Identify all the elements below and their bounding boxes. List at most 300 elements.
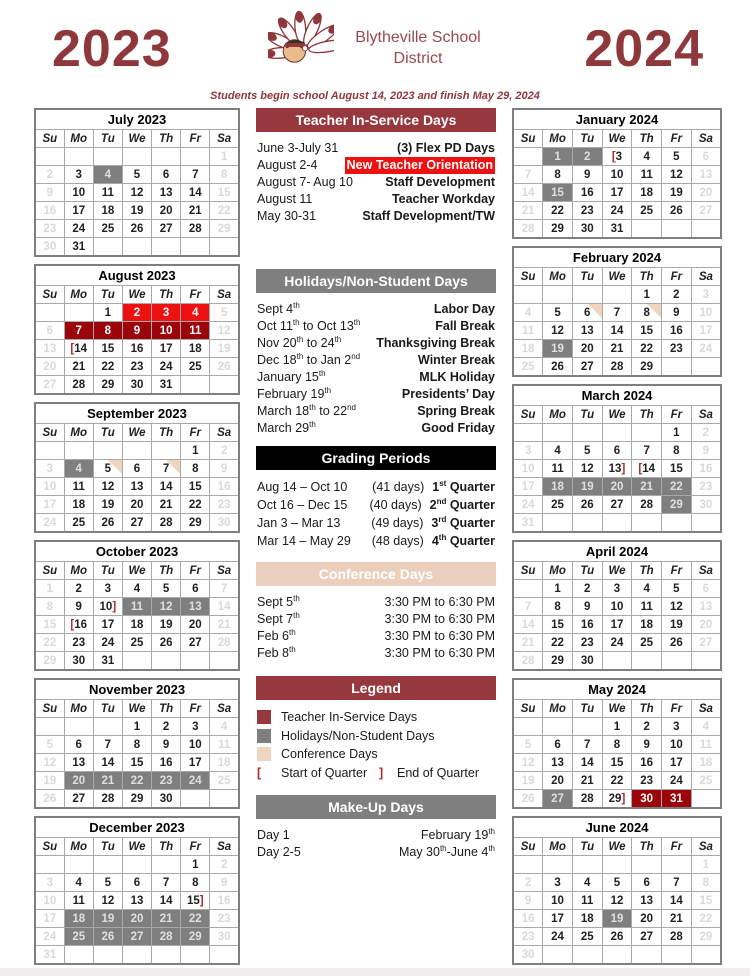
weekday-header: Fr [662, 562, 692, 580]
day-cell: 28 [64, 376, 93, 395]
page-header [0, 0, 750, 88]
month-title: December 2023 [35, 817, 239, 838]
day-cell: 24 [35, 514, 64, 533]
day-cell: 2 [64, 580, 93, 598]
weekday-header: Mo [543, 406, 573, 424]
empty-day-cell [662, 358, 692, 377]
day-cell: 17 [543, 910, 573, 928]
day-cell: 9 [210, 460, 239, 478]
empty-day-cell [632, 946, 662, 965]
day-cell: 15] [181, 892, 210, 910]
day-cell: 7 [210, 580, 239, 598]
day-cell: 8 [93, 322, 122, 340]
day-cell: 1 [35, 580, 64, 598]
day-cell: 26 [122, 220, 151, 238]
day-cell: 21 [513, 202, 543, 220]
day-cell: 29 [35, 652, 64, 671]
day-cell: 18 [122, 616, 151, 634]
grading-quarter: 3rd Quarter [431, 514, 495, 530]
inservice-rows [257, 140, 495, 225]
day-cell: 28 [662, 928, 692, 946]
empty-day-cell [602, 946, 632, 965]
day-cell: 9 [64, 598, 93, 616]
conference-section-header: Conference Days [256, 562, 496, 586]
day-cell: 29] [602, 790, 632, 809]
schedule-row [257, 844, 495, 861]
grading-days: (48 days) [371, 534, 424, 548]
day-cell: 2 [572, 580, 602, 598]
day-cell: 4 [632, 580, 662, 598]
day-cell: 4 [543, 442, 573, 460]
grading-row [257, 478, 495, 496]
day-cell: 13 [122, 478, 151, 496]
row-date: Sept 5th [257, 593, 300, 609]
empty-day-cell [602, 514, 632, 533]
schedule-row [257, 420, 495, 437]
day-cell: 5 [93, 460, 122, 478]
row-label: Good Friday [421, 421, 495, 435]
weekday-header: Tu [572, 838, 602, 856]
legend-section-header: Legend [256, 676, 496, 700]
row-label: 3:30 PM to 6:30 PM [384, 646, 495, 660]
day-cell: 13] [602, 460, 632, 478]
grading-row [257, 514, 495, 532]
day-cell: [3 [602, 148, 632, 166]
day-cell: 20 [691, 184, 721, 202]
day-cell: 9 [122, 322, 151, 340]
calendar-june-2024 [512, 816, 722, 965]
day-cell: 6 [181, 580, 210, 598]
day-cell: 18 [93, 202, 122, 220]
day-cell: 1 [602, 718, 632, 736]
day-cell: 25 [64, 928, 93, 946]
row-label: Staff Development/TW [362, 209, 495, 223]
district-name-line1: Blytheville School [355, 29, 481, 47]
empty-day-cell [35, 442, 64, 460]
row-label: (3) Flex PD Days [397, 141, 495, 155]
conference-corner-marker [647, 304, 661, 318]
month-title: August 2023 [35, 265, 239, 286]
day-cell: 14 [181, 184, 210, 202]
day-cell: 15 [122, 754, 151, 772]
day-cell: 10 [35, 478, 64, 496]
row-label: Presidents’ Day [401, 387, 495, 401]
legend-item [257, 708, 495, 727]
day-cell: 20 [35, 358, 64, 376]
school-dates-subtitle: Students begin school August 14, 2023 and finish May 29, 2024 [210, 90, 540, 102]
day-cell: 11 [543, 460, 573, 478]
conference-corner-marker [166, 460, 180, 474]
day-cell: 7 [181, 166, 210, 184]
grading-rows [257, 478, 495, 550]
day-cell: 18 [64, 496, 93, 514]
conference-corner-marker [588, 304, 602, 318]
day-cell: 20 [543, 772, 573, 790]
day-cell: 15 [35, 616, 64, 634]
day-cell: 9 [662, 304, 692, 322]
conference-corner-marker [108, 460, 122, 474]
day-cell: [14 [632, 460, 662, 478]
grading-section-header: Grading Periods [256, 446, 496, 470]
content-columns [0, 102, 750, 972]
weekday-header: Su [513, 130, 543, 148]
weekday-header: Sa [210, 562, 239, 580]
calendar-january-2024 [512, 108, 722, 239]
empty-day-cell [210, 376, 239, 395]
day-cell: 21 [632, 478, 662, 496]
day-cell: 16 [513, 910, 543, 928]
weekday-header: Su [35, 700, 64, 718]
day-cell: 6 [152, 166, 181, 184]
weekday-header: Sa [210, 700, 239, 718]
weekday-header: Mo [543, 268, 573, 286]
empty-day-cell [543, 424, 573, 442]
empty-day-cell [64, 856, 93, 874]
day-cell: 21 [602, 340, 632, 358]
weekday-header: We [122, 286, 151, 304]
day-cell: 8 [181, 874, 210, 892]
day-cell: 18 [632, 616, 662, 634]
conference-rows [257, 594, 495, 662]
day-cell: 5 [662, 580, 692, 598]
day-cell: 1 [691, 856, 721, 874]
day-cell: 10 [64, 184, 93, 202]
weekday-header: Fr [662, 838, 692, 856]
month-title: June 2024 [513, 817, 721, 838]
empty-day-cell [513, 856, 543, 874]
row-date: January 15th [257, 368, 326, 384]
day-cell: 21 [181, 202, 210, 220]
day-cell: 28 [572, 790, 602, 809]
calendar-november-2023 [34, 678, 240, 809]
day-cell: 16 [210, 478, 239, 496]
day-cell: 2 [152, 718, 181, 736]
legend-rows [257, 708, 495, 782]
day-cell: 12 [543, 322, 573, 340]
grading-quarter: 4th Quarter [431, 532, 495, 548]
day-cell: 2 [632, 718, 662, 736]
empty-day-cell [632, 220, 662, 239]
day-cell: 3 [64, 166, 93, 184]
day-cell: 21 [210, 616, 239, 634]
row-label: New Teacher Orientation [346, 158, 493, 172]
day-cell: 31 [602, 220, 632, 239]
weekday-header: Mo [64, 286, 93, 304]
day-cell: 24 [691, 340, 721, 358]
row-label: Fall Break [435, 319, 495, 333]
day-cell: 7 [602, 304, 632, 322]
day-cell: 26 [93, 514, 122, 533]
day-cell: 8 [210, 166, 239, 184]
day-cell: 9 [572, 166, 602, 184]
empty-day-cell [513, 580, 543, 598]
day-cell: 14 [152, 892, 181, 910]
day-cell: 21 [93, 772, 122, 790]
day-cell: [16 [64, 616, 93, 634]
day-cell: 24 [543, 928, 573, 946]
day-cell: 27 [602, 496, 632, 514]
empty-day-cell [122, 652, 151, 671]
makeup-rows [257, 827, 495, 861]
day-cell: 9 [210, 874, 239, 892]
row-date: June 3-July 31 [257, 141, 339, 155]
row-date: Oct 11th to Oct 13th [257, 317, 361, 333]
day-cell: 27 [35, 376, 64, 395]
day-cell: 16 [572, 616, 602, 634]
weekday-header: Tu [93, 838, 122, 856]
schedule-row [257, 140, 495, 157]
day-cell: 16 [210, 892, 239, 910]
day-cell: 11 [64, 892, 93, 910]
day-cell: 23 [572, 634, 602, 652]
day-cell: 12 [572, 460, 602, 478]
month-title: November 2023 [35, 679, 239, 700]
empty-day-cell [691, 652, 721, 671]
weekday-header: Mo [64, 838, 93, 856]
weekday-header: Mo [543, 838, 573, 856]
weekday-header: Tu [93, 424, 122, 442]
day-cell: 6 [632, 874, 662, 892]
grading-days: (49 days) [371, 516, 424, 530]
empty-day-cell [64, 946, 93, 965]
weekday-header: Fr [662, 700, 692, 718]
day-cell: 19 [662, 184, 692, 202]
day-cell: 12 [35, 754, 64, 772]
day-cell: 9 [35, 184, 64, 202]
day-cell: 13 [632, 892, 662, 910]
empty-day-cell [572, 286, 602, 304]
weekday-header: Mo [64, 700, 93, 718]
day-cell: 1 [210, 148, 239, 166]
weekday-header: Tu [93, 562, 122, 580]
schedule-row [257, 157, 495, 174]
day-cell: 25 [543, 496, 573, 514]
grading-row [257, 496, 495, 514]
day-cell: 10 [543, 892, 573, 910]
row-label: 3:30 PM to 6:30 PM [384, 612, 495, 626]
day-cell: 13 [181, 598, 210, 616]
weekday-header: Fr [662, 268, 692, 286]
weekday-header: Th [152, 838, 181, 856]
day-cell: 7 [152, 460, 181, 478]
day-cell: 22 [35, 634, 64, 652]
empty-day-cell [152, 946, 181, 965]
calendar-april-2024 [512, 540, 722, 671]
weekday-header: Mo [64, 562, 93, 580]
day-cell: 14 [513, 184, 543, 202]
day-cell: 2 [35, 166, 64, 184]
row-label: 3:30 PM to 6:30 PM [384, 629, 495, 643]
day-cell: 23 [210, 496, 239, 514]
day-cell: 27 [543, 790, 573, 809]
day-cell: 11 [210, 736, 239, 754]
day-cell: 6 [691, 148, 721, 166]
day-cell: 29 [662, 496, 692, 514]
day-cell: 12 [602, 892, 632, 910]
grading-days: (40 days) [369, 498, 422, 512]
row-date: March 29th [257, 419, 316, 435]
day-cell: 18 [513, 340, 543, 358]
day-cell: 29 [181, 514, 210, 533]
day-cell: 5 [122, 166, 151, 184]
day-cell: 8 [543, 166, 573, 184]
schedule-row [257, 628, 495, 645]
district-name [348, 28, 488, 70]
day-cell: 28 [93, 790, 122, 809]
day-cell: 7 [93, 736, 122, 754]
day-cell: 10 [152, 322, 181, 340]
row-date: August 2-4 [257, 158, 318, 172]
day-cell: 5 [602, 874, 632, 892]
day-cell: 12 [93, 478, 122, 496]
weekday-header: We [602, 562, 632, 580]
day-cell: 3 [662, 718, 692, 736]
day-cell: 2 [513, 874, 543, 892]
day-cell: 23 [35, 220, 64, 238]
day-cell: 13 [691, 598, 721, 616]
day-cell: 27 [691, 202, 721, 220]
day-cell: 4 [210, 718, 239, 736]
weekday-header: Mo [543, 130, 573, 148]
day-cell: 11 [572, 892, 602, 910]
day-cell: 17 [152, 340, 181, 358]
empty-day-cell [602, 652, 632, 671]
weekday-header: Tu [572, 562, 602, 580]
weekday-header: Tu [572, 406, 602, 424]
empty-day-cell [64, 718, 93, 736]
day-cell: 8 [122, 736, 151, 754]
weekday-header: Th [152, 424, 181, 442]
day-cell: 29 [691, 928, 721, 946]
day-cell: 12 [152, 598, 181, 616]
makeup-section-header: Make-Up Days [256, 795, 496, 819]
schedule-row [257, 594, 495, 611]
day-cell: 5 [35, 736, 64, 754]
weekday-header: Su [513, 838, 543, 856]
month-title: January 2024 [513, 109, 721, 130]
day-cell: 27 [122, 514, 151, 533]
day-cell: 4 [572, 874, 602, 892]
weekday-header: Fr [181, 562, 210, 580]
day-cell: 30 [572, 220, 602, 239]
empty-day-cell [602, 856, 632, 874]
day-cell: 5 [513, 736, 543, 754]
day-cell: 25 [572, 928, 602, 946]
row-date: Day 1 [257, 828, 290, 842]
day-cell: 30 [35, 238, 64, 257]
day-cell: 12 [210, 322, 239, 340]
day-cell: 29 [543, 652, 573, 671]
day-cell: 10] [93, 598, 122, 616]
weekday-header: Su [513, 562, 543, 580]
empty-day-cell [35, 718, 64, 736]
empty-day-cell [93, 238, 122, 257]
day-cell: 12 [662, 598, 692, 616]
weekday-header: Sa [691, 700, 721, 718]
day-cell: 31 [152, 376, 181, 395]
holidays-section-header: Holidays/Non-Student Days [256, 269, 496, 293]
empty-day-cell [181, 238, 210, 257]
day-cell: 11 [513, 322, 543, 340]
day-cell: 14 [152, 478, 181, 496]
day-cell: 28 [513, 652, 543, 671]
schedule-row [257, 369, 495, 386]
day-cell: 7 [513, 598, 543, 616]
day-cell: 5 [93, 874, 122, 892]
calendar-may-2024 [512, 678, 722, 809]
day-cell: 27 [152, 220, 181, 238]
weekday-header: Mo [543, 700, 573, 718]
day-cell: 13 [35, 340, 64, 358]
day-cell: 23 [64, 634, 93, 652]
weekday-header: Th [632, 562, 662, 580]
grading-range: Jan 3 – Mar 13 [257, 516, 341, 530]
row-date: Feb 6th [257, 627, 296, 643]
weekday-header: Tu [572, 268, 602, 286]
weekday-header: Su [513, 268, 543, 286]
weekday-header: Fr [662, 406, 692, 424]
calendar-july-2023 [34, 108, 240, 257]
day-cell: 19 [513, 772, 543, 790]
empty-day-cell [210, 790, 239, 809]
weekday-header: We [122, 562, 151, 580]
day-cell: 14 [602, 322, 632, 340]
day-cell: 4 [513, 304, 543, 322]
empty-day-cell [122, 148, 151, 166]
weekday-header: Sa [691, 130, 721, 148]
weekday-header: Tu [93, 130, 122, 148]
empty-day-cell [543, 718, 573, 736]
day-cell: 7 [152, 874, 181, 892]
day-cell: 13 [572, 322, 602, 340]
schedule-row [257, 335, 495, 352]
day-cell: 16 [632, 754, 662, 772]
day-cell: 8 [691, 874, 721, 892]
month-title: September 2023 [35, 403, 239, 424]
day-cell: 19 [572, 478, 602, 496]
day-cell: 20 [152, 202, 181, 220]
day-cell: 28 [513, 220, 543, 239]
day-cell: 11 [122, 598, 151, 616]
day-cell: 19 [35, 772, 64, 790]
schedule-row [257, 611, 495, 628]
day-cell: 30 [691, 496, 721, 514]
day-cell: 22 [181, 496, 210, 514]
empty-day-cell [35, 304, 64, 322]
day-cell: 27 [64, 790, 93, 809]
empty-day-cell [64, 148, 93, 166]
month-title: October 2023 [35, 541, 239, 562]
legend-item [257, 727, 495, 746]
weekday-header: Th [152, 562, 181, 580]
day-cell: 24 [181, 772, 210, 790]
empty-day-cell [210, 238, 239, 257]
legend-label: Holidays/Non-Student Days [281, 728, 435, 743]
day-cell: 4 [64, 460, 93, 478]
day-cell: 7 [662, 874, 692, 892]
weekday-header: Sa [691, 268, 721, 286]
day-cell: 26 [662, 202, 692, 220]
weekday-header: We [602, 700, 632, 718]
end-bracket-label: End of Quarter [397, 765, 479, 780]
day-cell: 10 [662, 736, 692, 754]
day-cell: 14 [572, 754, 602, 772]
day-cell: 18 [632, 184, 662, 202]
day-cell: 6 [691, 580, 721, 598]
calendar-february-2024 [512, 246, 722, 377]
day-cell: 15 [543, 184, 573, 202]
empty-day-cell [181, 148, 210, 166]
